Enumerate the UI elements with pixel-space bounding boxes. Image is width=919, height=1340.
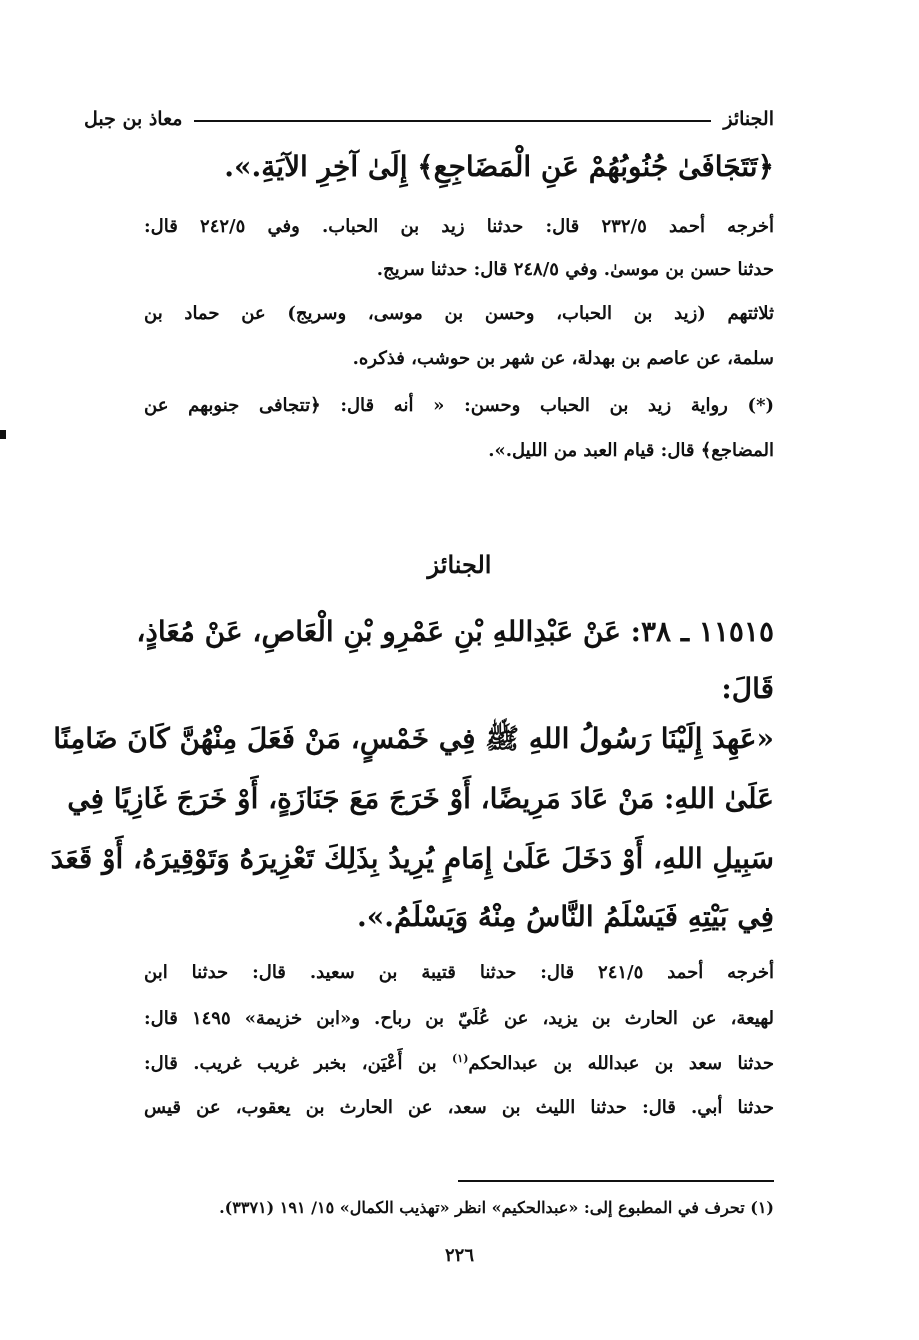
footnote-separator (458, 1180, 774, 1182)
footnote: (١) تحرف في المطبوع إلى: «عبدالحكيم» انظر «تهذيب الكمال» ١٥/ ١٩١ (٣٣٧١). (219, 1198, 774, 1217)
page-number: ٢٢٦ (444, 1245, 474, 1266)
running-head-chapter: الجنائز (723, 108, 774, 130)
takhrij-text: حدثنا سعد بن عبدالله بن عبدالحكم (468, 1053, 774, 1074)
hadith-matn-line: فِي بَيْتِهِ فَيَسْلَمُ النَّاسُ مِنْهُ وَيَسْلَمُ.». (356, 900, 774, 933)
hadith-matn-line: «عَهِدَ إِلَيْنَا رَسُولُ اللهِ ﷺ فِي خَمْسٍ، مَنْ فَعَلَ مِنْهُنَّ كَانَ ضَامِنًا (53, 722, 774, 755)
section-title (0, 550, 919, 579)
hadith-matn-line: سَبِيلِ اللهِ، أَوْ دَخَلَ عَلَىٰ إِمَامٍ يُرِيدُ بِذَلِكَ تَعْزِيرَهُ وَتَوْقِيرَهُ، أَوْ قَعَدَ (50, 842, 774, 875)
takhrij-line: ثلاثتهم (زيد بن الحباب، وحسن بن موسى، وسريج) عن حماد بن (144, 303, 774, 324)
hadith-matn-line: عَلَىٰ اللهِ: مَنْ عَادَ مَرِيضًا، أَوْ خَرَجَ مَعَ جَنَازَةٍ، أَوْ خَرَجَ غَازِيًا فِي (67, 782, 774, 815)
hadith-qala-line: قَالَ: (721, 672, 774, 705)
footnote-marker: (١) (452, 1052, 469, 1065)
takhrij-line: سلمة، عن عاصم بن بهدلة، عن شهر بن حوشب، فذكره. (352, 348, 774, 369)
hadith-isnad-line: ١١٥١٥ ـ ٣٨: عَنْ عَبْدِاللهِ بْنِ عَمْرِو بْنِ الْعَاصِ، عَنْ مُعَاذٍ، (136, 615, 774, 648)
takhrij-line (144, 1052, 774, 1074)
takhrij-line: أخرجه أحمد ٢٤١/٥ قال: حدثنا قتيبة بن سعيد. قال: حدثنا ابن (144, 962, 774, 983)
quranic-verse-line: ﴿تَتَجَافَىٰ جُنُوبُهُمْ عَنِ الْمَضَاجِعِ﴾ إِلَىٰ آخِرِ الآيَةِ.». (224, 150, 774, 183)
takhrij-line: حدثنا أبي. قال: حدثنا الليث بن سعد، عن الحارث بن يعقوب، عن قيس (144, 1097, 774, 1118)
narration-note-line: المضاجع﴾ قال: قيام العبد من الليل.». (488, 440, 774, 461)
running-head-companion: معاذ بن جبل (84, 108, 183, 130)
margin-mark (0, 430, 6, 439)
takhrij-text: بن أَعْيَن، بخبر غريب غريب. قال: (144, 1053, 453, 1074)
takhrij-line: أخرجه أحمد ٢٣٢/٥ قال: حدثنا زيد بن الحباب. وفي ٢٤٢/٥ قال: (144, 216, 774, 237)
takhrij-line: لهيعة، عن الحارث بن يزيد، عن عُلَيّ بن رباح. و«ابن خزيمة» ١٤٩٥ قال: (144, 1008, 775, 1029)
section-title-text: الجنائز (427, 550, 492, 579)
takhrij-line: حدثنا حسن بن موسىٰ. وفي ٢٤٨/٥ قال: حدثنا سريج. (376, 259, 774, 280)
running-head (84, 104, 774, 134)
narration-note-line: (*) رواية زيد بن الحباب وحسن: « أنه قال: ﴿تتجافى جنوبهم عن (144, 395, 774, 416)
running-head-rule (194, 120, 711, 122)
